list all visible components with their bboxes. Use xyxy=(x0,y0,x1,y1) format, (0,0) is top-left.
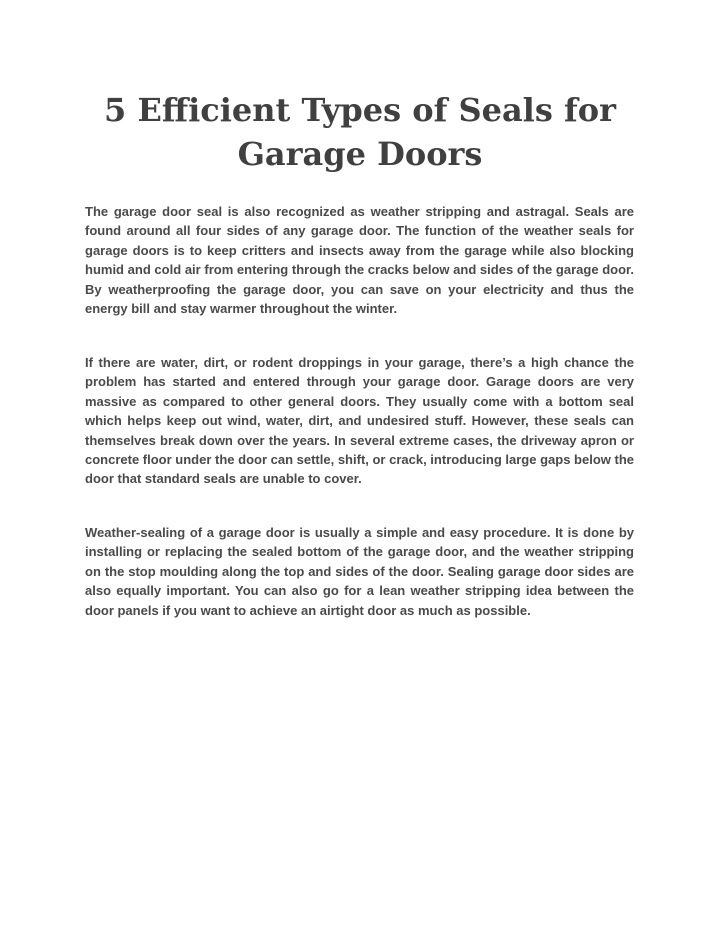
paragraph-weather-sealing: Weather-sealing of a garage door is usually a simple and easy procedure. It is done by installing or replacing the sealed bottom of the garage door, and the weather stripping on the stop moulding along the top and sides of the door. Sealing garage door sides are also equally important. You can also go for a lean weather stripping idea between the door panels if you want to achieve an airtight door as much as possible. xyxy=(85,525,634,618)
document-title: 5 Efficient Types of Seals for Garage Doors xyxy=(104,91,616,173)
paragraph-water-dirt: If there are water, dirt, or rodent droppings in your garage, there’s a high chance the problem has started and entered through your garage door. Garage doors are very massive as compared to other general doors. They usually come with a bottom seal which helps keep out wind, water, dirt, and undesired stuff. However, these seals can themselves break down over the years. In several extreme cases, the driveway apron or concrete floor under the door can settle, shift, or crack, introducing large gaps below the door that standard seals are unable to cover. xyxy=(85,355,634,487)
paragraph-seal-intro: The garage door seal is also recognized as weather stripping and astragal. Seals are found around all four sides of any garage door. The function of the weather seals for garage doors is to keep critters and insects away from the garage while also blocking humid and cold air from entering through the cracks below and sides of the garage door. By weatherproofing the garage door, you can save on your electricity and thus the energy bill and stay warmer throughout the winter. xyxy=(85,204,634,317)
